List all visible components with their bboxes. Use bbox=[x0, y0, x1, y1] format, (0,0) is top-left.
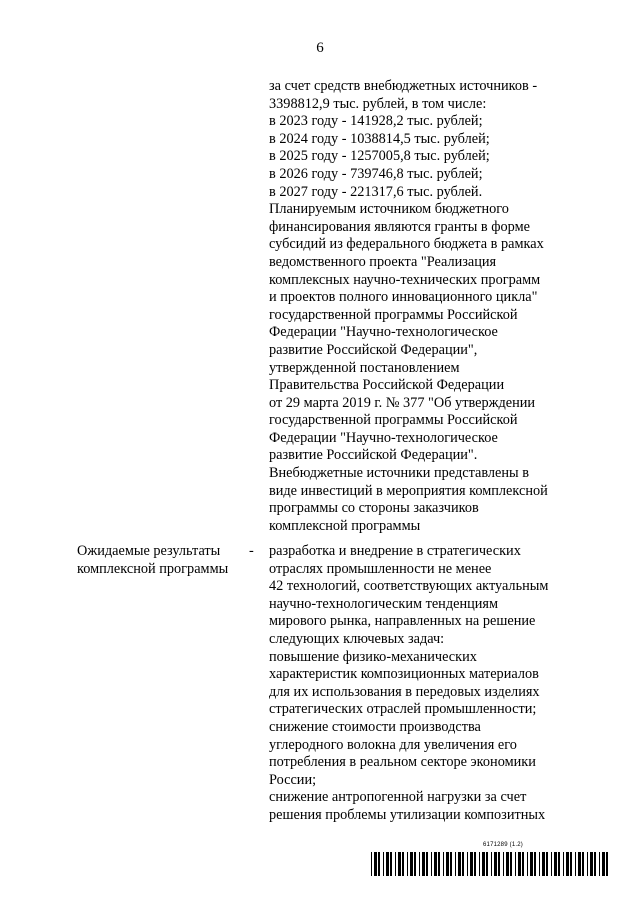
funding-line: государственной программы Российской bbox=[269, 412, 518, 429]
results-line: стратегических отраслей промышленности; bbox=[269, 701, 537, 718]
funding-line: Правительства Российской Федерации bbox=[269, 377, 505, 394]
funding-line: в 2024 году - 1038814,5 тыс. рублей; bbox=[269, 130, 490, 147]
results-line: характеристик композиционных материалов bbox=[269, 666, 539, 683]
funding-line: за счет средств внебюджетных источников - bbox=[269, 78, 538, 94]
results-line: отраслях промышленности не менее bbox=[269, 560, 492, 577]
funding-line: Планируемым источником бюджетного bbox=[269, 201, 509, 218]
results-line: 42 технологий, соответствующих актуальным bbox=[269, 578, 549, 595]
funding-sources-text bbox=[269, 78, 589, 535]
label-line: Ожидаемые результаты bbox=[77, 543, 221, 559]
funding-line: в 2023 году - 141928,2 тыс. рублей; bbox=[269, 113, 483, 130]
results-line: углеродного волокна для увеличения его bbox=[269, 736, 517, 753]
funding-line: развитие Российской Федерации", bbox=[269, 341, 478, 358]
funding-line: Федерации "Научно-технологическое bbox=[269, 429, 498, 446]
results-line: научно-технологическим тенденциям bbox=[269, 595, 499, 612]
funding-line: комплексных научно-технических программ bbox=[269, 271, 541, 288]
results-line: снижение антропогенной нагрузки за счет bbox=[269, 789, 527, 806]
funding-line: ведомственного проекта "Реализация bbox=[269, 253, 497, 270]
funding-line: развитие Российской Федерации". bbox=[269, 447, 478, 464]
results-line: следующих ключевых задач: bbox=[269, 630, 445, 647]
funding-line: виде инвестиций в мероприятия комплексной bbox=[269, 482, 548, 499]
funding-line: комплексной программы bbox=[269, 517, 421, 534]
funding-line: государственной программы Российской bbox=[269, 306, 518, 323]
results-line: для их использования в передовых изделиях bbox=[269, 683, 540, 700]
funding-line: Внебюджетные источники представлены в bbox=[269, 465, 529, 482]
results-line: разработка и внедрение в стратегических bbox=[269, 543, 521, 559]
results-line: потребления в реальном секторе экономики bbox=[269, 754, 536, 771]
funding-line: от 29 марта 2019 г. № 377 "Об утверждении bbox=[269, 394, 536, 411]
funding-line: и проектов полного инновационного цикла" bbox=[269, 289, 538, 306]
expected-results-text bbox=[269, 543, 589, 825]
label-line: комплексной программы bbox=[77, 560, 229, 577]
funding-line: в 2027 году - 221317,6 тыс. рублей. bbox=[269, 183, 483, 200]
funding-line: финансирования являются гранты в форме bbox=[269, 218, 530, 235]
document-code: 6171289 (1.2) bbox=[483, 842, 523, 848]
barcode bbox=[371, 852, 611, 876]
results-line: снижение стоимости производства bbox=[269, 718, 481, 735]
page-number: 6 bbox=[316, 40, 324, 56]
funding-line: утвержденной постановлением bbox=[269, 359, 460, 376]
funding-line: в 2026 году - 739746,8 тыс. рублей; bbox=[269, 165, 483, 182]
results-line: мирового рынка, направленных на решение bbox=[269, 613, 536, 630]
funding-line: 3398812,9 тыс. рублей, в том числе: bbox=[269, 95, 487, 112]
funding-line: в 2025 году - 1257005,8 тыс. рублей; bbox=[269, 148, 490, 165]
results-line: России; bbox=[269, 771, 317, 788]
funding-line: субсидий из федерального бюджета в рамках bbox=[269, 236, 544, 253]
expected-results-label bbox=[77, 543, 252, 578]
funding-line: программы со стороны заказчиков bbox=[269, 500, 479, 517]
label-dash: - bbox=[249, 543, 254, 559]
funding-line: Федерации "Научно-технологическое bbox=[269, 324, 498, 341]
results-line: повышение физико-механических bbox=[269, 648, 477, 665]
results-line: решения проблемы утилизации композитных bbox=[269, 806, 546, 823]
